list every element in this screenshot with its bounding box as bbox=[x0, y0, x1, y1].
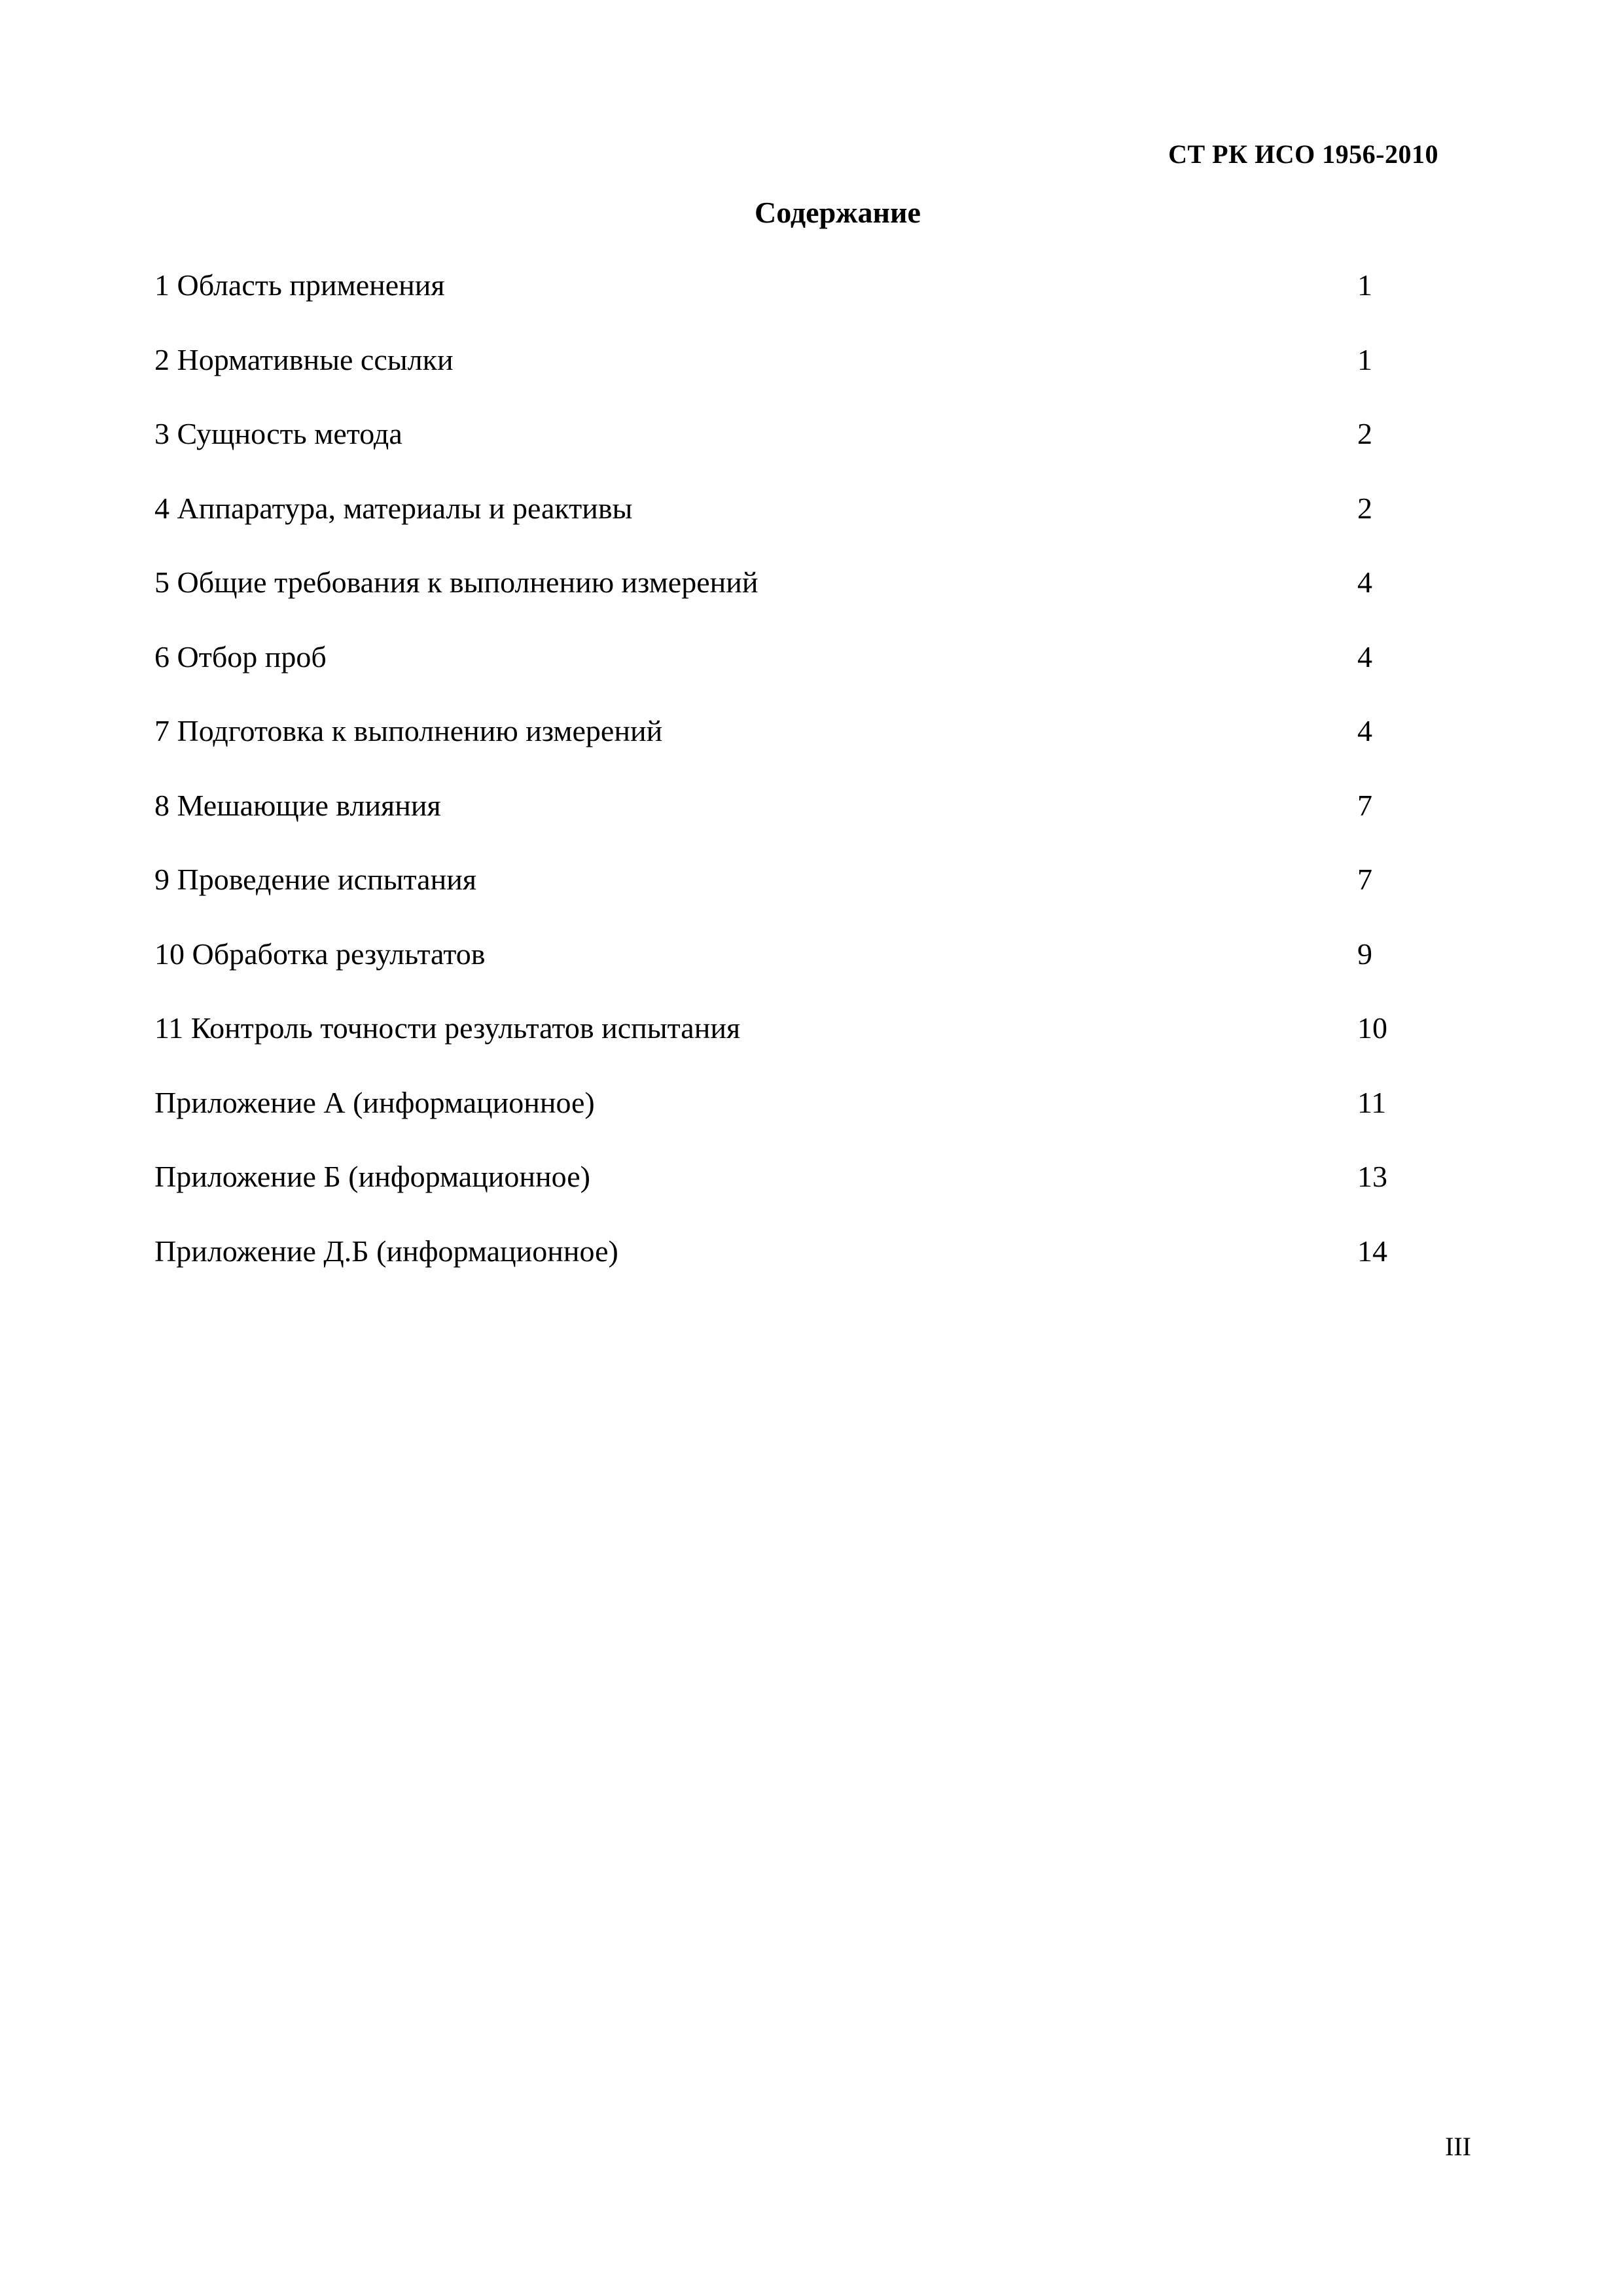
toc-item[interactable] bbox=[154, 564, 1398, 639]
toc-title: Содержание bbox=[755, 196, 921, 229]
toc-item-label: 6 Отбор проб bbox=[154, 639, 327, 673]
toc-item-page: 2 bbox=[1357, 491, 1372, 525]
toc-item-label: Приложение Б (информационное) bbox=[154, 1160, 590, 1193]
toc-item[interactable] bbox=[154, 490, 1398, 565]
toc-item-page: 1 bbox=[1357, 268, 1372, 302]
toc-item-page: 1 bbox=[1357, 342, 1372, 376]
toc-item-page: 4 bbox=[1357, 565, 1372, 599]
toc-item[interactable] bbox=[154, 1233, 1398, 1308]
toc-item-page: 7 bbox=[1357, 788, 1372, 822]
toc-item-page: 13 bbox=[1357, 1160, 1387, 1193]
toc-item[interactable] bbox=[154, 787, 1398, 862]
toc-item[interactable] bbox=[154, 936, 1398, 1011]
toc-item-page: 7 bbox=[1357, 863, 1372, 896]
toc-item[interactable] bbox=[154, 639, 1398, 713]
toc-item[interactable] bbox=[154, 1085, 1398, 1159]
toc-item[interactable] bbox=[154, 267, 1398, 342]
toc-item-label: 9 Проведение испытания bbox=[154, 863, 476, 896]
toc-item-label: Приложение Д.Б (информационное) bbox=[154, 1234, 618, 1268]
toc-item-label: 8 Мешающие влияния bbox=[154, 788, 441, 822]
toc-item-label: 3 Сущность метода bbox=[154, 417, 402, 450]
toc-item-label: 2 Нормативные ссылки bbox=[154, 342, 454, 376]
toc-item-page: 2 bbox=[1357, 417, 1372, 450]
toc-item-label: 4 Аппаратура, материалы и реактивы bbox=[154, 491, 633, 525]
toc-item-page: 9 bbox=[1357, 937, 1372, 971]
toc-item-label: 1 Область применения bbox=[154, 268, 445, 302]
page-number: III bbox=[1445, 2132, 1471, 2161]
toc-item[interactable] bbox=[154, 1010, 1398, 1085]
toc-item-label: 11 Контроль точности результатов испытания bbox=[154, 1011, 741, 1045]
toc-item[interactable] bbox=[154, 713, 1398, 787]
table-of-contents bbox=[154, 267, 1398, 1307]
toc-item[interactable] bbox=[154, 342, 1398, 416]
toc-item-page: 11 bbox=[1357, 1085, 1387, 1119]
toc-item[interactable] bbox=[154, 1158, 1398, 1233]
document-code: СТ РК ИСО 1956-2010 bbox=[1168, 139, 1438, 169]
toc-item-label: 5 Общие требования к выполнению измерений bbox=[154, 565, 758, 599]
toc-item-page: 10 bbox=[1357, 1011, 1387, 1045]
toc-item[interactable] bbox=[154, 861, 1398, 936]
toc-item[interactable] bbox=[154, 416, 1398, 490]
toc-item-page: 4 bbox=[1357, 639, 1372, 673]
toc-item-page: 14 bbox=[1357, 1234, 1387, 1268]
toc-item-label: 10 Обработка результатов bbox=[154, 937, 486, 971]
toc-item-label: 7 Подготовка к выполнению измерений bbox=[154, 714, 663, 747]
toc-item-page: 4 bbox=[1357, 714, 1372, 747]
toc-item-label: Приложение А (информационное) bbox=[154, 1085, 595, 1119]
